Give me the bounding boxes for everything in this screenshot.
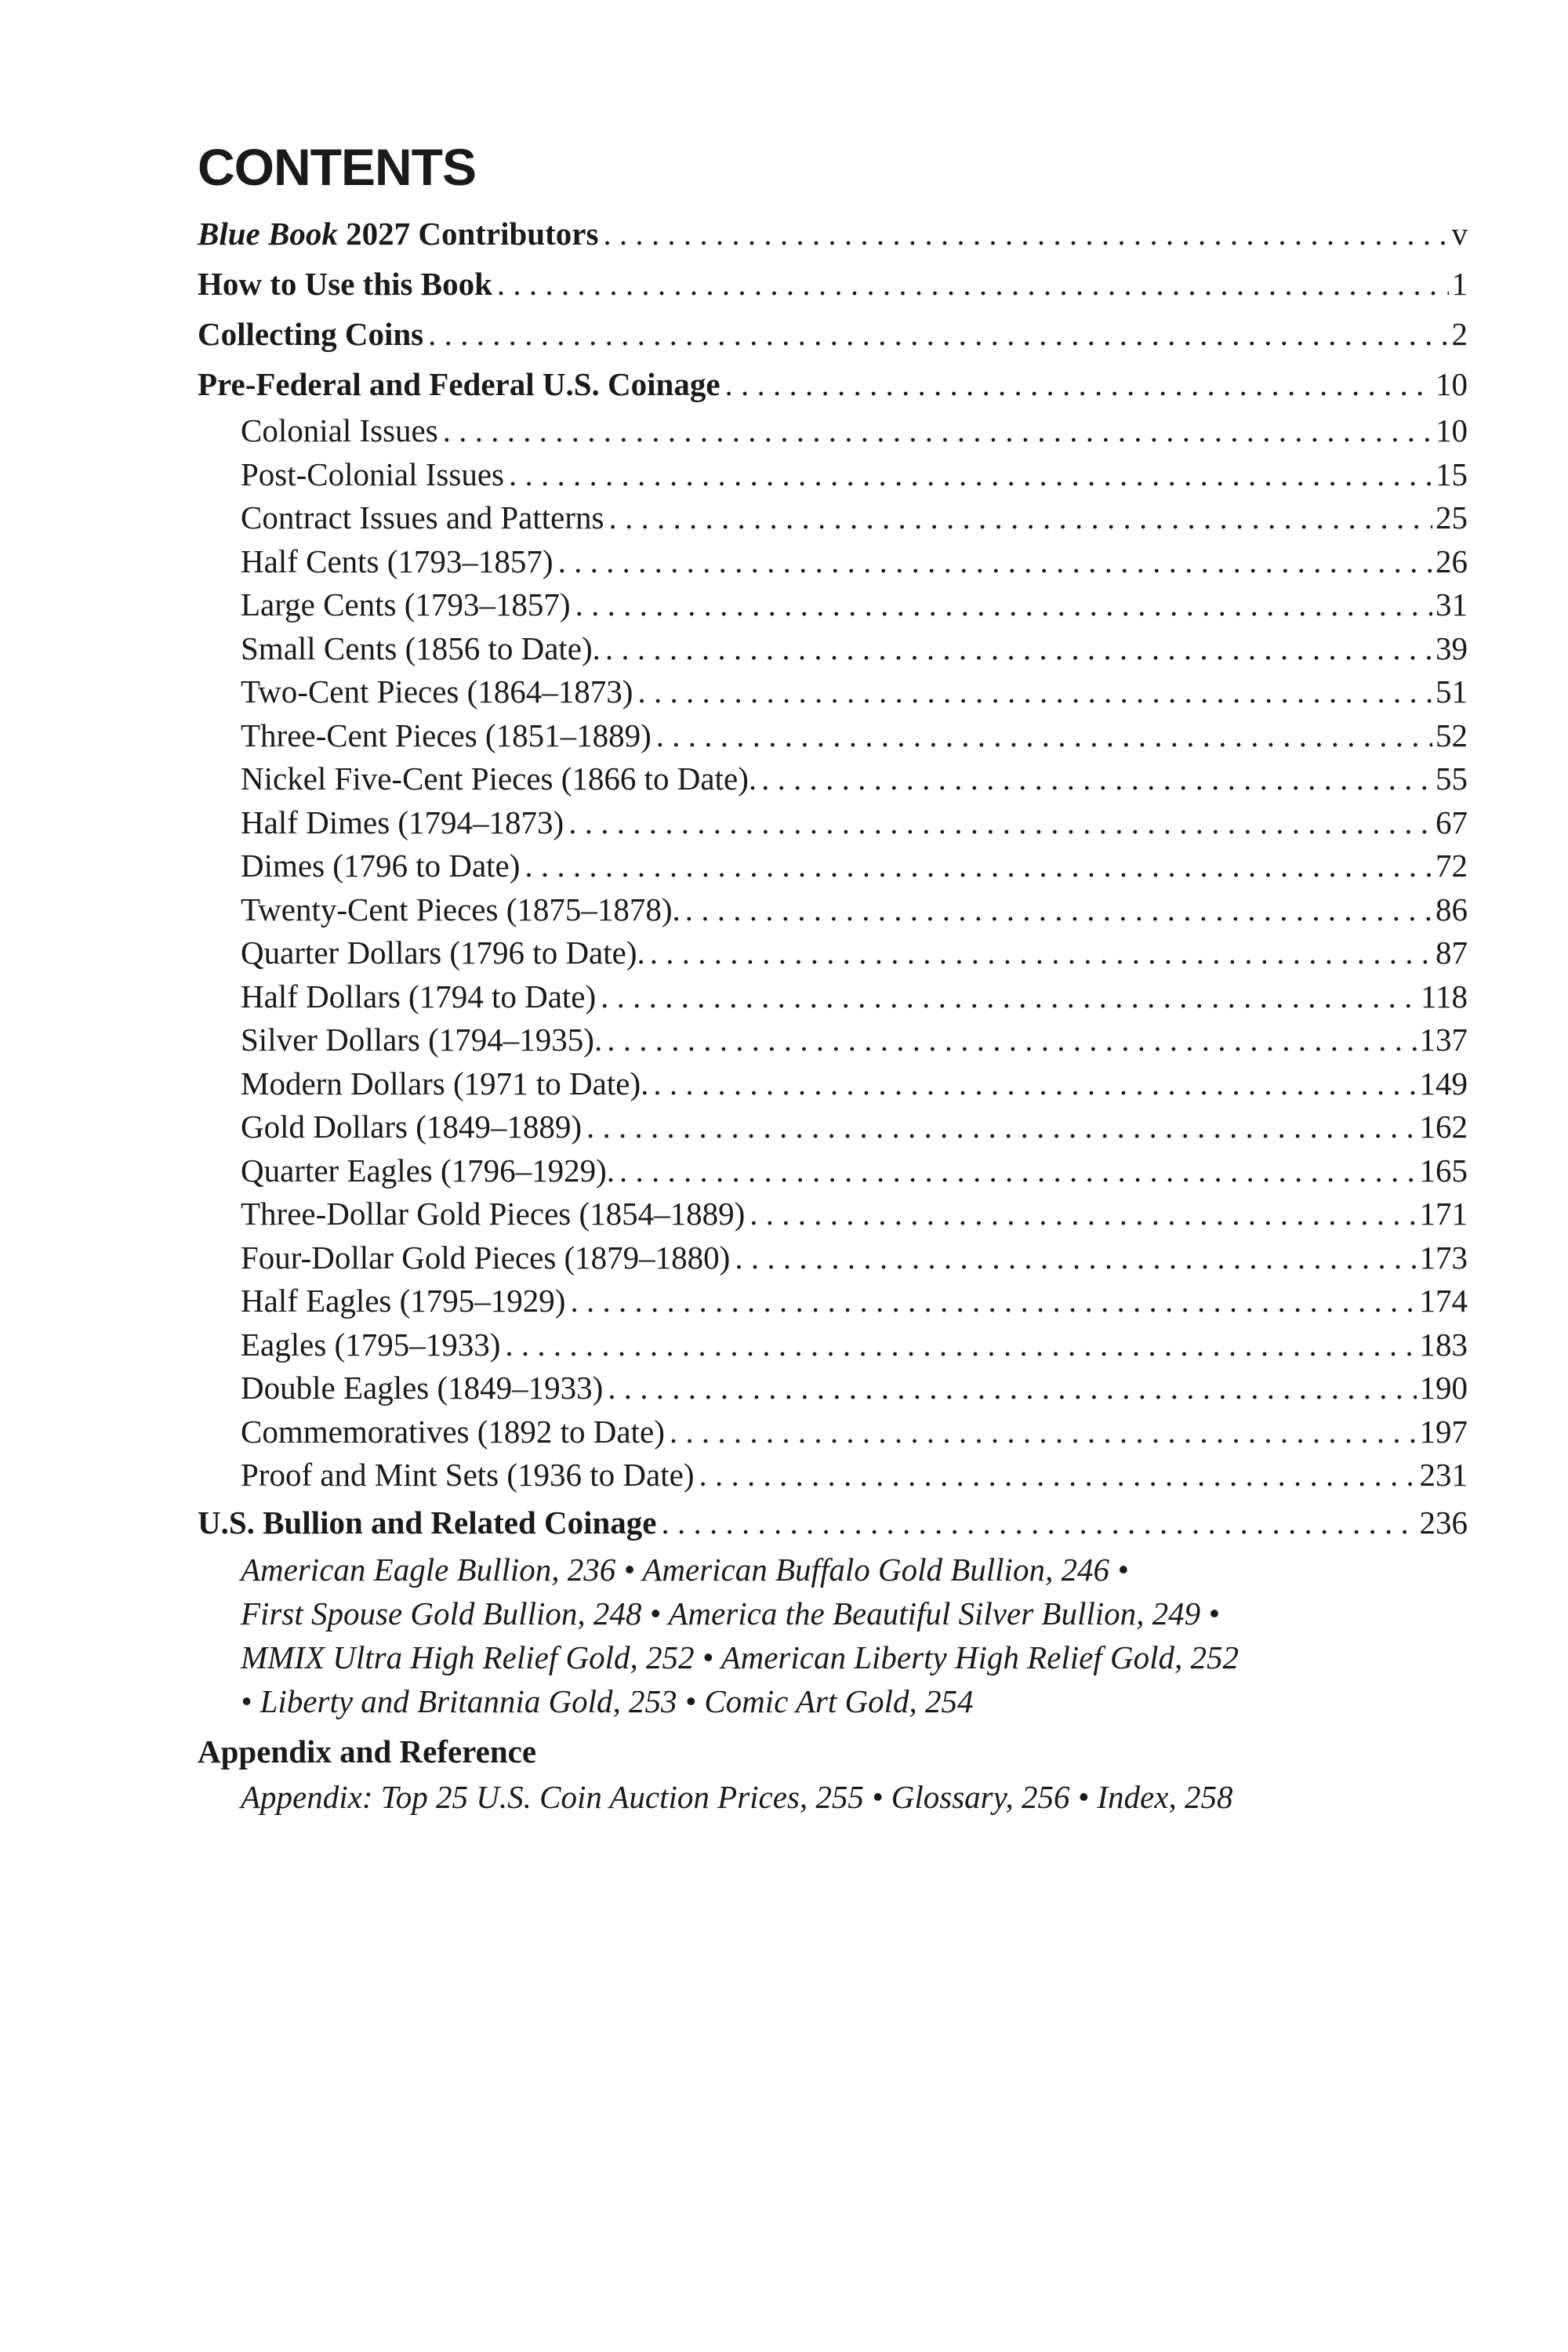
toc-page-number: 87 xyxy=(1436,935,1468,971)
toc-entry-label xyxy=(198,209,598,259)
toc-sub-entry[interactable] xyxy=(198,1149,1468,1193)
toc-entry-label: Half Cents (1793–1857) xyxy=(241,543,554,579)
sub-entry-line: First Spouse Gold Bullion, 248 • America the Beautiful Silver Bullion, 249 • xyxy=(241,1595,1220,1632)
page-title: CONTENTS xyxy=(198,138,476,196)
dot-leader xyxy=(670,1410,1417,1454)
toc-page-number: 190 xyxy=(1419,1370,1468,1406)
dot-leader xyxy=(558,540,1432,584)
toc-page-number: 25 xyxy=(1436,499,1468,535)
toc-page-number: 165 xyxy=(1419,1152,1468,1189)
contents-page xyxy=(198,138,1468,1819)
toc-page-number: 26 xyxy=(1436,543,1468,579)
toc-page-number: 15 xyxy=(1436,456,1468,492)
toc-entry-label: Quarter Eagles (1796–1929). xyxy=(241,1152,615,1189)
contributors-label-rest: 2027 Contributors xyxy=(337,216,599,252)
dot-leader xyxy=(650,931,1432,975)
toc-page-number: 72 xyxy=(1436,848,1468,884)
toc-entry-label: Dimes (1796 to Date) xyxy=(241,848,521,884)
toc-entry-label: How to Use this Book xyxy=(198,266,492,302)
toc-page-number: 173 xyxy=(1419,1239,1468,1276)
toc-page-number: 2 xyxy=(1451,316,1468,352)
dot-leader xyxy=(575,583,1432,627)
toc-page-number: 52 xyxy=(1436,717,1468,753)
toc-entry-label: Four-Dollar Gold Pieces (1879–1880) xyxy=(241,1239,731,1276)
dot-leader xyxy=(699,1454,1416,1497)
toc-sub-entry[interactable] xyxy=(198,714,1468,758)
toc-page-number: 149 xyxy=(1419,1065,1468,1102)
dot-leader xyxy=(497,259,1449,309)
sub-entry-line: Appendix: Top 25 U.S. Coin Auction Prices, 255 • Glossary, 256 • Index, 258 xyxy=(241,1778,1233,1815)
toc-entry-label: Pre-Federal and Federal U.S. Coinage xyxy=(198,366,720,402)
toc-entry-bullion[interactable] xyxy=(198,1497,1468,1548)
toc-entry-label: Half Dimes (1794–1873) xyxy=(241,804,564,840)
toc-page-number: 86 xyxy=(1436,891,1468,927)
sub-entry-line: • Liberty and Britannia Gold, 253 • Comic Art Gold, 254 xyxy=(241,1682,974,1719)
toc-sub-entry[interactable] xyxy=(198,975,1468,1019)
dot-leader xyxy=(428,309,1448,359)
toc-page-number: 231 xyxy=(1419,1457,1468,1493)
toc-sub-entry[interactable] xyxy=(198,1018,1468,1062)
toc-entry-label: Colonial Issues xyxy=(241,412,438,448)
dot-leader xyxy=(568,801,1432,845)
toc-sub-entry[interactable] xyxy=(198,888,1468,932)
toc-entry-label: Three-Cent Pieces (1851–1889) xyxy=(241,717,652,753)
dot-leader xyxy=(735,1236,1416,1280)
toc-entry-contributors[interactable] xyxy=(198,209,1468,259)
toc-page-number: 55 xyxy=(1436,760,1468,797)
toc-sub-entry[interactable] xyxy=(198,1236,1468,1280)
dot-leader xyxy=(586,1105,1416,1149)
toc-sub-entry[interactable] xyxy=(198,757,1468,801)
toc-page-number: 10 xyxy=(1436,412,1468,448)
toc-sub-entry[interactable] xyxy=(198,1454,1468,1497)
toc-sub-entries xyxy=(198,409,1468,1497)
dot-leader xyxy=(685,888,1432,932)
dot-leader xyxy=(637,670,1432,714)
toc-page-number: 174 xyxy=(1419,1283,1468,1319)
toc-entry-how-to-use[interactable] xyxy=(198,259,1468,309)
toc-entry-appendix[interactable]: Appendix and Reference xyxy=(198,1733,537,1769)
toc-page-number: 51 xyxy=(1436,673,1468,710)
toc-sub-entry[interactable] xyxy=(198,409,1468,453)
dot-leader xyxy=(619,1149,1416,1193)
toc-entry-label: Half Eagles (1795–1929) xyxy=(241,1283,566,1319)
bullion-sub-entries xyxy=(198,1548,1468,1723)
toc-sub-entry[interactable] xyxy=(198,1062,1468,1106)
toc-page-number: 137 xyxy=(1419,1022,1468,1058)
toc-sub-entry[interactable] xyxy=(198,670,1468,714)
toc-entry-label: Large Cents (1793–1857) xyxy=(241,586,571,622)
toc-page-number: 10 xyxy=(1436,366,1468,402)
toc-sub-entry[interactable] xyxy=(198,1323,1468,1367)
dot-leader xyxy=(524,844,1432,888)
dot-leader xyxy=(750,1192,1416,1236)
toc-entry-label: Contract Issues and Patterns xyxy=(241,499,604,535)
toc-page-number: 118 xyxy=(1421,978,1468,1014)
dot-leader xyxy=(653,1062,1416,1106)
toc-entry-label: Modern Dollars (1971 to Date). xyxy=(241,1065,649,1102)
toc-entry-label: Proof and Mint Sets (1936 to Date) xyxy=(241,1457,695,1493)
toc-page-number: 171 xyxy=(1419,1196,1468,1232)
dot-leader xyxy=(662,1497,1417,1548)
dot-leader xyxy=(608,496,1432,540)
toc-page-number: 67 xyxy=(1436,804,1468,840)
toc-page-number: 197 xyxy=(1419,1413,1468,1450)
toc-page-number: v xyxy=(1451,216,1468,252)
dot-leader xyxy=(505,1323,1416,1367)
dot-leader xyxy=(725,359,1432,409)
toc-entry-label: Quarter Dollars (1796 to Date). xyxy=(241,935,645,971)
dot-leader xyxy=(570,1279,1416,1323)
dot-leader xyxy=(603,209,1448,259)
toc-sub-entry[interactable] xyxy=(198,496,1468,540)
toc-page-number: 236 xyxy=(1419,1504,1468,1541)
toc-entry-label: Nickel Five-Cent Pieces (1866 to Date). xyxy=(241,760,757,797)
book-title-italic: Blue Book xyxy=(198,216,338,252)
dot-leader xyxy=(601,975,1417,1019)
toc-sub-entry[interactable] xyxy=(198,801,1468,845)
toc-entry-label: Three-Dollar Gold Pieces (1854–1889) xyxy=(241,1196,746,1232)
toc-sub-entry[interactable] xyxy=(198,844,1468,888)
toc-entry-label: Twenty-Cent Pieces (1875–1878). xyxy=(241,891,681,927)
sub-entry-line: MMIX Ultra High Relief Gold, 252 • American Liberty High Relief Gold, 252 xyxy=(241,1639,1240,1675)
dot-leader xyxy=(509,453,1432,497)
toc-entry-label: Small Cents (1856 to Date). xyxy=(241,630,601,666)
toc-sub-entry[interactable] xyxy=(198,1105,1468,1149)
toc-page-number: 31 xyxy=(1436,586,1468,622)
toc-entry-pre-federal[interactable] xyxy=(198,359,1468,409)
toc-page-number: 162 xyxy=(1419,1109,1468,1145)
toc-sub-entry[interactable] xyxy=(198,1367,1468,1410)
toc-entry-label: U.S. Bullion and Related Coinage xyxy=(198,1504,657,1541)
toc-entry-label: Two-Cent Pieces (1864–1873) xyxy=(241,673,633,710)
toc-entry-collecting-coins[interactable] xyxy=(198,309,1468,359)
toc-entry-label: Commemoratives (1892 to Date) xyxy=(241,1413,665,1450)
sub-entry-line: American Eagle Bullion, 236 • American Buffalo Gold Bullion, 246 • xyxy=(241,1551,1129,1588)
toc-sub-entry[interactable] xyxy=(198,1279,1468,1323)
toc-entry-label: Half Dollars (1794 to Date) xyxy=(241,978,597,1014)
toc-entry-label: Post-Colonial Issues xyxy=(241,456,504,492)
toc-page-number: 1 xyxy=(1451,266,1468,302)
dot-leader xyxy=(656,714,1432,758)
toc-sub-entry[interactable] xyxy=(198,583,1468,627)
toc-sub-entry[interactable] xyxy=(198,1192,1468,1236)
dot-leader xyxy=(607,1018,1416,1062)
toc-entry-label: Eagles (1795–1933) xyxy=(241,1326,501,1363)
toc-sub-entry[interactable] xyxy=(198,931,1468,975)
dot-leader xyxy=(605,627,1432,671)
toc-entry-label: Collecting Coins xyxy=(198,316,424,352)
toc-entry-label: Gold Dollars (1849–1889) xyxy=(241,1109,583,1145)
toc-sub-entry[interactable] xyxy=(198,627,1468,671)
toc-sub-entry[interactable] xyxy=(198,453,1468,497)
dot-leader xyxy=(443,409,1432,453)
toc-entry-label: Silver Dollars (1794–1935). xyxy=(241,1022,603,1058)
toc-page-number: 183 xyxy=(1419,1326,1468,1363)
toc-sub-entry[interactable] xyxy=(198,1410,1468,1454)
toc-sub-entry[interactable] xyxy=(198,540,1468,584)
appendix-sub-entries xyxy=(198,1775,1468,1819)
dot-leader xyxy=(608,1367,1416,1410)
toc-page-number: 39 xyxy=(1436,630,1468,666)
dot-leader xyxy=(761,757,1432,801)
toc-entry-label: Double Eagles (1849–1933) xyxy=(241,1370,604,1406)
